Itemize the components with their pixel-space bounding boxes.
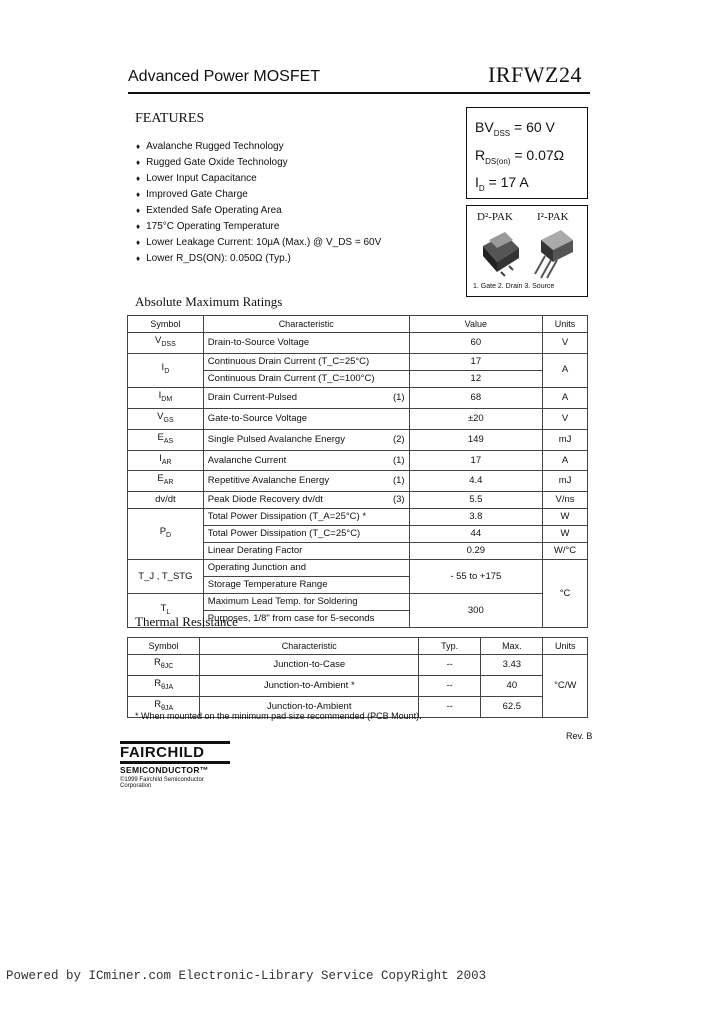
- characteristic-cell: Junction-to-Case: [200, 655, 419, 676]
- abs-max-title: Absolute Maximum Ratings: [135, 294, 283, 309]
- symbol-sub: DM: [161, 395, 173, 403]
- unit-cell: W: [543, 526, 588, 543]
- symbol: T: [160, 602, 167, 614]
- symbol-sub: GS: [163, 416, 174, 424]
- col-header: Characteristic: [200, 638, 419, 655]
- note-cell: [383, 370, 409, 387]
- table-row: [128, 594, 588, 611]
- feature-item: ♦ Avalanche Rugged Technology: [136, 139, 381, 155]
- max-cell: 40: [481, 675, 543, 696]
- value-cell: 12: [409, 370, 542, 387]
- symbol-cell: [128, 429, 204, 450]
- key-specs-box: [466, 107, 588, 199]
- characteristic-cell: Operating Junction and: [203, 560, 382, 577]
- table-row: [128, 387, 588, 408]
- fairchild-logo: [120, 740, 230, 789]
- unit-cell: A: [543, 387, 588, 408]
- characteristic-cell: Total Power Dissipation (T_C=25°C): [203, 526, 382, 543]
- table-row: [128, 408, 588, 429]
- unit-cell: V/ns: [543, 492, 588, 509]
- note-cell: [383, 577, 409, 594]
- note-cell: [383, 408, 409, 429]
- unit-cell: V: [543, 333, 588, 354]
- col-header: Value: [409, 316, 542, 333]
- characteristic-cell: Junction-to-Ambient: [200, 696, 419, 717]
- characteristic-cell: Maximum Lead Temp. for Soldering: [203, 594, 382, 611]
- symbol: dv/dt: [155, 494, 176, 506]
- unit-cell: A: [543, 353, 588, 387]
- symbol-cell: [128, 492, 204, 509]
- symbol-sub: AR: [163, 479, 174, 487]
- logo-subtitle: SEMICONDUCTOR™: [120, 765, 209, 775]
- footnote: * When mounted on the minimum pad size recommended (PCB Mount).: [135, 711, 422, 721]
- spec-bvdss: [475, 119, 555, 138]
- value-cell: 300: [409, 594, 542, 628]
- feature-item: ♦ Lower Input Capacitance: [136, 171, 381, 187]
- package-box: [466, 205, 588, 297]
- characteristic-cell: Storage Temperature Range: [203, 577, 382, 594]
- doc-title: Advanced Power MOSFET: [128, 68, 321, 85]
- symbol-cell: [128, 675, 200, 696]
- table-header-row: [128, 316, 588, 333]
- characteristic-cell: Continuous Drain Current (T_C=25°C): [203, 353, 382, 370]
- col-header: Characteristic: [203, 316, 409, 333]
- max-cell: 3.43: [481, 655, 543, 676]
- value-cell: 68: [409, 387, 542, 408]
- characteristic-cell: Drain-to-Source Voltage: [203, 333, 382, 354]
- value-cell: ±20: [409, 408, 542, 429]
- symbol: I: [158, 389, 162, 401]
- value-cell: - 55 to +175: [409, 560, 542, 594]
- typ-cell: --: [419, 675, 481, 696]
- thermal-title: Thermal Resistance: [135, 614, 238, 629]
- spec-r-sub: DS(on): [485, 156, 511, 166]
- symbol-sub: θJC: [160, 662, 174, 670]
- powered-by-footer: Powered by ICminer.com Electronic-Library Service CopyRight 2003: [6, 969, 487, 983]
- max-cell: 62.5: [481, 696, 543, 717]
- note-cell: [383, 333, 409, 354]
- symbol-cell: [128, 509, 204, 560]
- thermal-table: [127, 637, 588, 718]
- note-cell: [383, 526, 409, 543]
- characteristic-cell: Drain Current-Pulsed: [203, 387, 382, 408]
- value-cell: 17: [409, 450, 542, 471]
- table-row: [128, 471, 588, 492]
- col-header: Units: [543, 316, 588, 333]
- symbol-sub: DSS: [161, 340, 176, 348]
- symbol: V: [157, 410, 164, 422]
- symbol-sub: D: [164, 368, 170, 376]
- table-row: [128, 509, 588, 526]
- symbol-sub: AR: [161, 458, 172, 466]
- unit-cell: A: [543, 450, 588, 471]
- note-cell: [383, 353, 409, 370]
- logo-name: FAIRCHILD: [120, 744, 205, 761]
- table-row: [128, 560, 588, 577]
- characteristic-cell: Avalanche Current: [203, 450, 382, 471]
- symbol-sub: θJA: [161, 704, 174, 712]
- abs-max-table: [127, 315, 588, 628]
- characteristic-cell: Single Pulsed Avalanche Energy: [203, 429, 382, 450]
- feature-item: ♦ Extended Safe Operating Area: [136, 203, 381, 219]
- table-header-row: [128, 638, 588, 655]
- value-cell: 17: [409, 353, 542, 370]
- symbol-cell: [128, 450, 204, 471]
- part-number: IRFWZ24: [488, 62, 582, 87]
- col-header: Symbol: [128, 638, 200, 655]
- note-cell: (1): [383, 471, 409, 492]
- logo-bar: [120, 761, 230, 764]
- note-cell: [383, 543, 409, 560]
- unit-cell: W: [543, 509, 588, 526]
- note-cell: [383, 611, 409, 628]
- unit-cell: °C/W: [543, 655, 588, 718]
- unit-cell: mJ: [543, 471, 588, 492]
- spec-bv-sub: DSS: [493, 128, 511, 138]
- col-header: Units: [543, 638, 588, 655]
- symbol-cell: [128, 471, 204, 492]
- symbol: E: [157, 431, 164, 443]
- symbol: I: [161, 362, 165, 374]
- value-cell: 3.8: [409, 509, 542, 526]
- unit-cell: W/°C: [543, 543, 588, 560]
- value-cell: 5.5: [409, 492, 542, 509]
- value-cell: 60: [409, 333, 542, 354]
- value-cell: 0.29: [409, 543, 542, 560]
- symbol-cell: [128, 408, 204, 429]
- copyright: ©1999 Fairchild Semiconductor Corporation: [120, 777, 204, 789]
- header-rule: [128, 92, 590, 94]
- characteristic-cell: Continuous Drain Current (T_C=100°C): [203, 370, 382, 387]
- feature-item: ♦ Lower R_DS(ON): 0.050Ω (Typ.): [136, 251, 381, 267]
- table-row: [128, 655, 588, 676]
- symbol-sub: AS: [163, 437, 174, 445]
- col-header: Typ.: [419, 638, 481, 655]
- col-header: Max.: [481, 638, 543, 655]
- note-cell: [383, 594, 409, 611]
- spec-r-label: R: [475, 147, 486, 163]
- spec-id: [475, 174, 529, 193]
- typ-cell: --: [419, 655, 481, 676]
- symbol-sub: L: [166, 608, 171, 616]
- symbol-cell: [128, 387, 204, 408]
- features-title: FEATURES: [135, 111, 205, 126]
- note-cell: (1): [383, 450, 409, 471]
- symbol: R: [154, 677, 162, 689]
- characteristic-cell: Purposes, 1/8" from case for 5-seconds: [203, 611, 382, 628]
- spec-bv-value: = 60 V: [514, 119, 555, 135]
- symbol-sub: θJA: [161, 683, 174, 691]
- feature-item: ♦ 175°C Operating Temperature: [136, 219, 381, 235]
- typ-cell: --: [419, 696, 481, 717]
- d2pak-package-icon: [475, 228, 525, 278]
- table-row: [128, 353, 588, 370]
- characteristic-cell: Linear Derating Factor: [203, 543, 382, 560]
- symbol: R: [154, 698, 162, 710]
- feature-item: ♦ Rugged Gate Oxide Technology: [136, 155, 381, 171]
- feature-item: ♦ Improved Gate Charge: [136, 187, 381, 203]
- features-list: [136, 139, 381, 267]
- table-row: [128, 675, 588, 696]
- note-cell: (3): [383, 492, 409, 509]
- unit-cell: mJ: [543, 429, 588, 450]
- symbol-sub: D: [166, 532, 172, 540]
- spec-i-sub: D: [478, 183, 485, 193]
- table-row: [128, 429, 588, 450]
- characteristic-cell: Repetitive Avalanche Energy: [203, 471, 382, 492]
- symbol: E: [157, 473, 164, 485]
- spec-r-value: = 0.07Ω: [514, 147, 565, 163]
- pin-legend: 1. Gate 2. Drain 3. Source: [473, 283, 555, 290]
- revision: Rev. B: [566, 731, 593, 741]
- note-cell: [383, 560, 409, 577]
- i2pak-label: I²-PAK: [537, 211, 569, 223]
- symbol-cell: [128, 333, 204, 354]
- note-cell: (2): [383, 429, 409, 450]
- spec-bv-label: BV: [475, 119, 494, 135]
- symbol-cell: [128, 353, 204, 387]
- characteristic-cell: Junction-to-Ambient *: [200, 675, 419, 696]
- symbol: R: [153, 657, 161, 668]
- symbol: P: [159, 526, 167, 538]
- symbol: V: [155, 335, 162, 346]
- spec-i-label: I: [475, 174, 479, 190]
- table-row: [128, 450, 588, 471]
- characteristic-cell: Gate-to-Source Voltage: [203, 408, 382, 429]
- col-header: Symbol: [128, 316, 204, 333]
- symbol-cell: [128, 655, 200, 676]
- i2pak-package-icon: [529, 226, 583, 280]
- value-cell: 4.4: [409, 471, 542, 492]
- feature-item: ♦ Lower Leakage Current: 10μA (Max.) @ V_DS = 60V: [136, 235, 381, 251]
- spec-i-value: = 17 A: [488, 174, 529, 190]
- characteristic-cell: Total Power Dissipation (T_A=25°C) *: [203, 509, 382, 526]
- value-cell: 44: [409, 526, 542, 543]
- note-cell: [383, 509, 409, 526]
- value-cell: 149: [409, 429, 542, 450]
- unit-cell: V: [543, 408, 588, 429]
- characteristic-cell: Peak Diode Recovery dv/dt: [203, 492, 382, 509]
- d2pak-label: D²-PAK: [477, 211, 513, 223]
- spec-rdson: [475, 147, 564, 166]
- note-cell: (1): [383, 387, 409, 408]
- symbol: I: [159, 452, 162, 464]
- symbol-cell: T_J , T_STG: [128, 560, 204, 594]
- table-row: [128, 333, 588, 354]
- unit-cell: °C: [543, 560, 588, 628]
- table-row: [128, 492, 588, 509]
